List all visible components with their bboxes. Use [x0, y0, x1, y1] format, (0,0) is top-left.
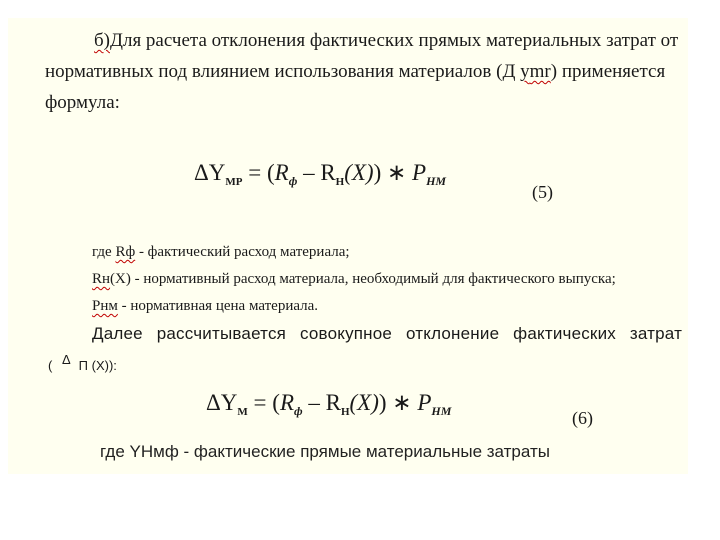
f6-delta-y: ΔY	[206, 390, 238, 415]
f5-rn: R	[320, 160, 336, 185]
def3-text: - нормативная цена материала.	[117, 298, 319, 314]
f5-r-sub: ф	[288, 174, 298, 188]
f5-r: R	[274, 160, 289, 185]
def2-text: (X) - нормативный расход материала, необходимый для фактического выпуска;	[110, 271, 616, 287]
f6-eq: = (	[247, 390, 280, 415]
f6-rn: R	[325, 390, 341, 415]
intro-line-1	[94, 30, 678, 52]
f5-sub: МР	[225, 176, 243, 188]
formula-5	[194, 160, 446, 189]
f5-rn-sub: Н	[335, 176, 345, 188]
f5-p: P	[412, 160, 427, 185]
f6-r: R	[279, 390, 294, 415]
def3-symbol: Рнм	[92, 298, 118, 314]
intro-mr-symbol: mr	[529, 61, 551, 82]
def1-text: - фактический расход материала;	[135, 244, 350, 260]
f6-sub: М	[237, 406, 248, 418]
document-page	[8, 18, 688, 474]
footer-note: где YНмф - фактические прямые материальные затраты	[100, 442, 550, 461]
f6-minus: –	[302, 390, 326, 415]
formula-6	[206, 390, 451, 419]
def1-symbol: Rф	[115, 244, 136, 260]
f5-eq: = (	[242, 160, 275, 185]
f6-r-sub: ф	[294, 404, 303, 418]
definition-2	[92, 271, 616, 288]
f6-times: ) ∗	[378, 390, 418, 415]
total-deviation-symbol	[48, 352, 117, 373]
f6-rn-sub: Н	[340, 406, 350, 418]
f6-x: (X)	[349, 390, 379, 415]
total-rest: П (X)):	[78, 358, 117, 373]
formula-6-number: (6)	[572, 408, 593, 428]
intro-text-1: Для расчета отклонения фактических прямых материальных затрат от	[110, 30, 679, 51]
intro-line-3: формула:	[45, 92, 120, 113]
intro-text-2a: нормативных под влиянием использования материалов (Д	[45, 61, 521, 82]
f6-p-sub: НМ	[431, 404, 452, 418]
f5-minus: –	[297, 160, 321, 185]
f5-p-sub: НМ	[426, 174, 447, 188]
f5-x: (X)	[344, 160, 374, 185]
definition-3	[92, 298, 318, 315]
intro-y-symbol: у	[520, 61, 530, 82]
f6-p: P	[417, 390, 432, 415]
total-deviation-line: Далее рассчитывается совокупное отклонение фактических затрат	[92, 324, 683, 343]
f5-times: ) ∗	[373, 160, 413, 185]
def1-prefix: где	[92, 244, 116, 260]
intro-prefix: б)	[94, 30, 110, 51]
intro-text-2b: ) применяется	[550, 61, 666, 82]
total-open-paren: (	[48, 358, 53, 373]
formula-5-number: (5)	[532, 182, 553, 202]
total-delta: Δ	[61, 352, 71, 367]
intro-line-2	[45, 61, 665, 83]
def2-symbol: Rн	[92, 271, 111, 287]
definition-1	[92, 244, 350, 261]
f5-delta-y: ΔY	[194, 160, 226, 185]
